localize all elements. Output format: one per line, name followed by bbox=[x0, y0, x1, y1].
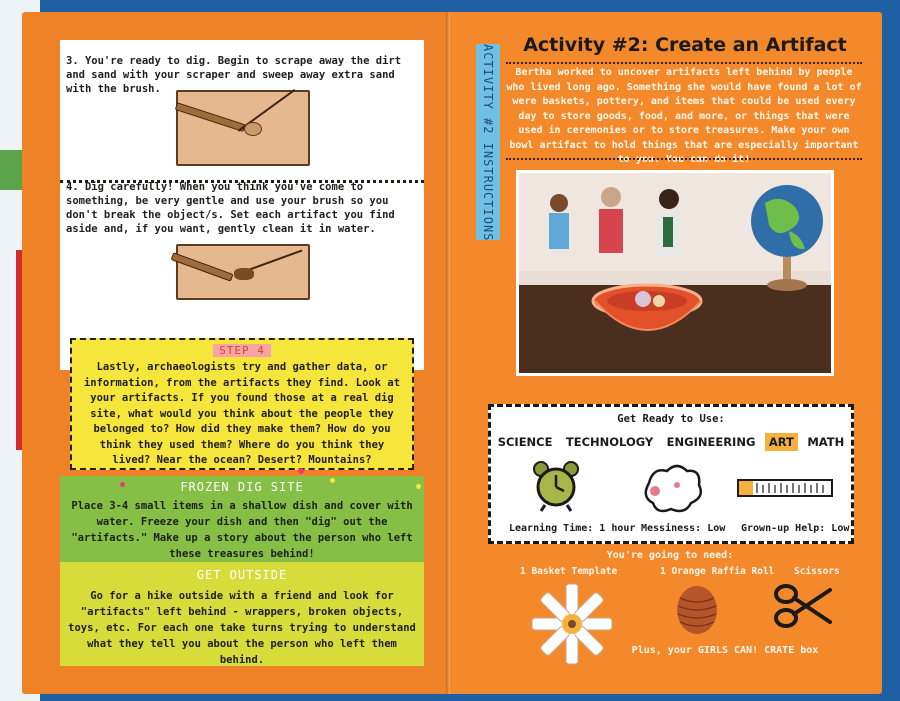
step3-illustration bbox=[176, 90, 310, 166]
divider bbox=[60, 180, 424, 183]
needs-title: You're going to need: bbox=[606, 550, 734, 561]
scraper-tool bbox=[171, 252, 234, 281]
step4-illustration bbox=[176, 244, 310, 300]
outside-title: GET OUTSIDE bbox=[196, 568, 288, 582]
divider bbox=[506, 158, 862, 160]
steps-panel bbox=[60, 40, 424, 370]
step4-title: STEP 4 bbox=[72, 344, 412, 357]
raffia-roll-icon bbox=[672, 584, 722, 636]
get-ready-panel bbox=[488, 404, 854, 544]
get-ready-label: Get Ready to Use: bbox=[617, 413, 725, 425]
get-outside-box bbox=[60, 562, 424, 666]
gauge-ruler-icon bbox=[737, 479, 833, 497]
activity-title: Activity #2: Create an Artifact bbox=[523, 34, 847, 56]
frozen-text: Place 3-4 small items in a shallow dish and cover with water. Freeze your dish and then "dig" out the "artifacts." Make up a story about the person who left these treasures behind! bbox=[71, 500, 413, 560]
learning-time: Learning Time: 1 hour bbox=[509, 523, 636, 534]
activity-intro: Bertha worked to uncover artifacts left behind by people who lived long ago. Something she would have found a lot of were baskets, pottery, and items that could be used every day to store goods, food, and more, or things that were used in ceremonies or to store treasures. Make your own bowl artifact to hold things that are especially important to you. You can do it! bbox=[506, 67, 862, 165]
frozen-title: FROZEN DIG SITE bbox=[180, 480, 304, 494]
need-basket-template: 1 Basket Template bbox=[520, 566, 618, 577]
step4-box-text: Lastly, archaeologists try and gather data, or information, from the artifacts they find. Look at your artifacts. If you found those at a real dig site, what would you think about the people they belonged to? How did they make them? How do you think they used them? Where do you think they lived? Near the ocean? Desert? Mountains? bbox=[83, 361, 401, 466]
stem-science: SCIENCE bbox=[497, 435, 553, 449]
splat-icon bbox=[641, 463, 703, 513]
instructions-tab-label: ACTIVITY #2 INSTRUCTIONS bbox=[481, 44, 495, 242]
divider bbox=[506, 62, 862, 64]
bowl-photo-illustration bbox=[519, 173, 831, 373]
frozen-dig-site-box bbox=[60, 476, 424, 562]
need-scissors: Scissors bbox=[794, 566, 840, 577]
stem-art: ART bbox=[765, 433, 798, 451]
step4-dig-text: 4. Dig carefully! When you think you've come to something, be very gentle and use your brush so you don't break the object/s. Set each artifact you find aside and, if you want, gently clean it in water. bbox=[66, 181, 395, 235]
alarm-clock-icon bbox=[531, 459, 581, 513]
stem-technology: TECHNOLOGY bbox=[565, 435, 654, 449]
instructions-tab bbox=[476, 44, 500, 240]
confetti-dot bbox=[298, 468, 304, 474]
grownup-help: Grown-up Help: Low bbox=[741, 523, 850, 534]
plus-crate-box: Plus, your GIRLS CAN! CRATE box bbox=[631, 645, 819, 656]
outside-text: Go for a hike outside with a friend and look for "artifacts" left behind - wrappers, broken objects, toys, etc. For each one take turns trying to understand what they tell you about the person who left them behind. bbox=[68, 590, 416, 666]
stem-engineering: ENGINEERING bbox=[666, 435, 756, 449]
messiness: Messiness: Low bbox=[641, 523, 726, 534]
dirt-mound bbox=[244, 122, 262, 136]
step3-text: 3. You're ready to dig. Begin to scrape away the dirt and sand with your scraper and sweep away extra sand with the brush. bbox=[66, 55, 402, 95]
need-raffia-roll: 1 Orange Raffia Roll bbox=[660, 566, 775, 577]
bowl-photo bbox=[516, 170, 834, 376]
stem-row bbox=[491, 433, 851, 451]
scissors-icon bbox=[772, 578, 834, 634]
artifact-piece bbox=[234, 268, 254, 280]
scraper-tool bbox=[175, 102, 246, 132]
step4-box bbox=[70, 338, 414, 470]
stem-math: MATH bbox=[807, 435, 845, 449]
